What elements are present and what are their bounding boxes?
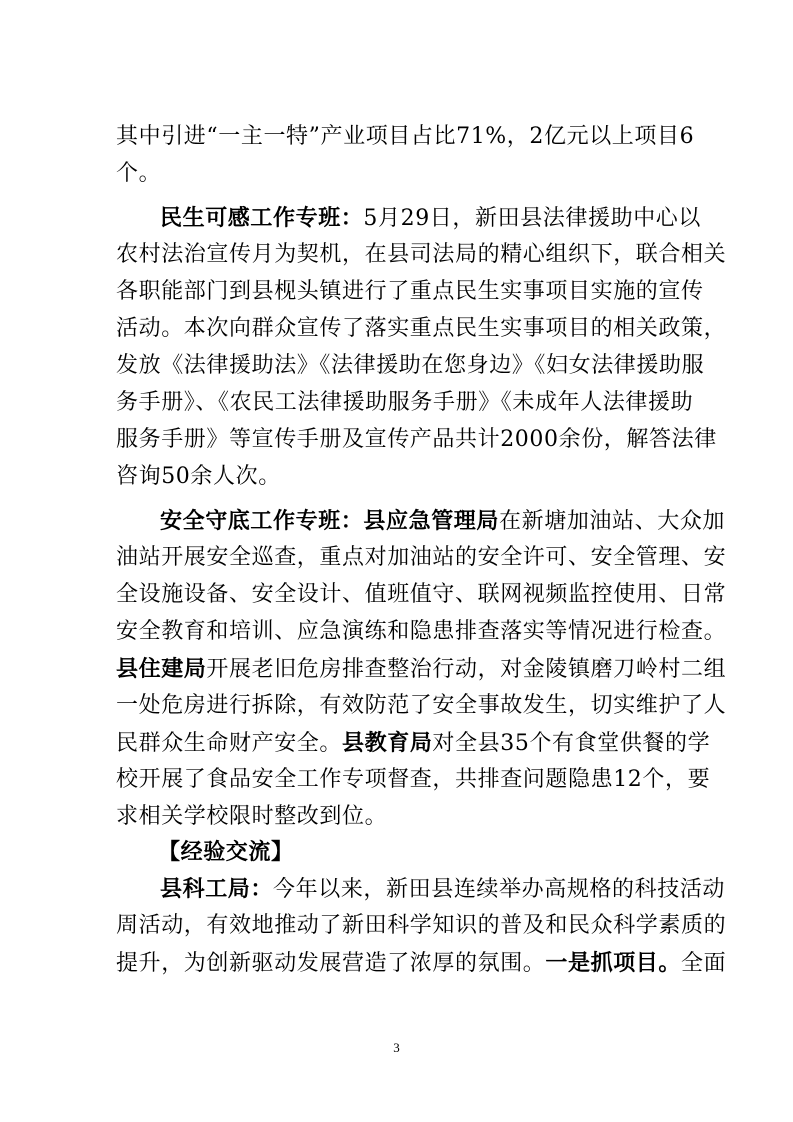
section-heading: 民生可感工作专班： [160, 205, 364, 231]
paragraph-line [116, 654, 727, 684]
paragraph-line [116, 462, 681, 492]
paragraph-line [116, 948, 727, 978]
emphasis-text: 一是抓项目。 [545, 950, 682, 976]
paragraph-line [160, 506, 726, 536]
body-text: 提升，为创新驱动发展营造了浓厚的氛围。 [116, 951, 546, 976]
body-text: 校开展了食品安全工作专项督查，共排查问题隐患12个，要 [116, 767, 711, 792]
paragraph-line [116, 728, 711, 758]
body-text: 油站开展安全巡查，重点对加油站的安全许可、安全管理、安 [116, 545, 727, 570]
body-text: 务手册》、《农民工法律援助服务手册》《未成年人法律援助 [116, 390, 694, 415]
section-title-text: 【经验交流】 [158, 839, 294, 865]
organization-name: 县教育局 [342, 730, 433, 756]
paragraph-line [116, 691, 727, 721]
body-text: 周活动，有效地推动了新田科学知识的普及和民众科学素质的 [116, 913, 727, 938]
paragraph-line [116, 277, 704, 307]
body-text: 在新塘加油站、大众加 [499, 509, 726, 534]
paragraph-line [116, 802, 681, 832]
paragraph-line [116, 351, 705, 381]
section-heading: 安全守底工作专班： [160, 508, 364, 534]
paragraph-line [116, 388, 694, 418]
paragraph-line [116, 617, 727, 647]
section-heading: 县科工局： [160, 876, 274, 902]
paragraph-line [116, 314, 727, 344]
organization-name: 县住建局 [116, 656, 207, 682]
paragraph-line [160, 203, 701, 233]
body-text: 对全县35个有食堂供餐的学 [432, 731, 711, 756]
body-text: 今年以来，新田县连续举办高规格的科技活动 [273, 877, 726, 902]
body-text: 个。 [116, 161, 162, 186]
paragraph-line [116, 543, 727, 573]
body-text: 开展老旧危房排查整治行动，对金陵镇磨刀岭村二组 [206, 657, 727, 682]
organization-name: 县应急管理局 [363, 508, 500, 534]
body-text: 活动。本次向群众宣传了落实重点民生实事项目的相关政策， [116, 316, 727, 341]
paragraph-line [116, 580, 727, 610]
paragraph-line [116, 240, 727, 270]
body-text: 农村法治宣传月为契机，在县司法局的精心组织下，联合相关 [116, 242, 727, 267]
paragraph-line [116, 765, 711, 795]
body-text: 咨询50余人次。 [116, 464, 281, 489]
paragraph-line [116, 425, 717, 455]
paragraph-line [116, 122, 695, 152]
paragraph-line [116, 911, 727, 941]
body-text: 求相关学校限时整改到位。 [116, 804, 388, 829]
body-text: 各职能部门到县枧头镇进行了重点民生实事项目实施的宣传 [116, 279, 704, 304]
body-text: 其中引进“一主一特”产业项目占比71%，2亿元以上项目6 [116, 124, 695, 149]
body-text: 发放《法律援助法》《法律援助在您身边》《妇女法律援助服 [116, 353, 705, 378]
paragraph-line [116, 159, 681, 189]
body-text: 安全教育和培训、应急演练和隐患排查落实等情况进行检查。 [116, 619, 727, 644]
body-text: 全设施设备、安全设计、值班值守、联网视频监控使用、日常 [116, 582, 727, 607]
page-number: 3 [393, 1040, 400, 1055]
body-text: 5月29日，新田县法律援助中心以 [363, 206, 701, 231]
paragraph-line [160, 874, 726, 904]
body-text: 全面 [681, 951, 727, 976]
body-text: 服务手册》等宣传手册及宣传产品共计2000余份，解答法律 [116, 427, 717, 452]
section-title [158, 837, 679, 867]
body-text: 一处危房进行拆除，有效防范了安全事故发生，切实维护了人 [116, 693, 727, 718]
body-text: 民群众生命财产安全。 [116, 731, 343, 756]
